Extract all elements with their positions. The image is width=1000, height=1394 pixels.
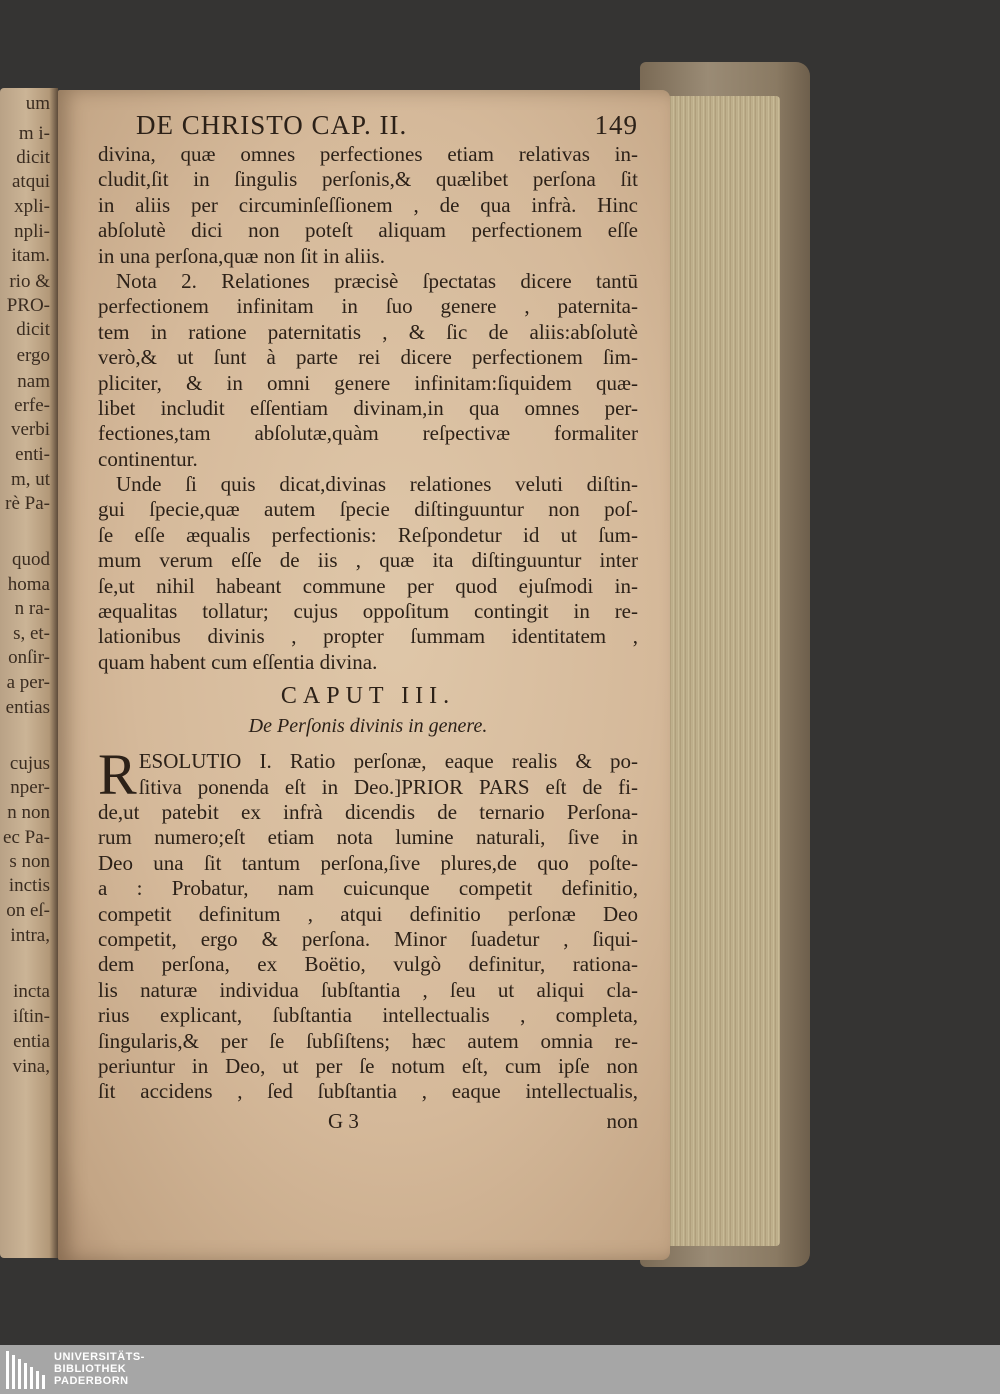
left-page-fragment: nper- [10, 777, 50, 798]
page-fore-edge [662, 96, 780, 1246]
catchword: non [606, 1108, 638, 1133]
text-line: æqualitas tollatur; cujus oppoſitum contingit in re- [98, 599, 638, 624]
text-line: Nota 2. Relationes præcisè ſpectatas dicere tantū [116, 268, 638, 293]
text-line: gui ſpecie,quæ autem ſpecie diſtinguuntur non poſ- [98, 497, 638, 522]
chapter-subtitle: De Perſonis divinis in genere. [248, 715, 488, 738]
left-page-fragment: n ra- [14, 598, 50, 619]
text-line: Unde ſi quis dicat,divinas relationes veluti diſtin- [116, 472, 638, 497]
library-name [54, 1351, 145, 1387]
text-line: dem perſona, ex Boëtio, vulgò definitur, rationa- [98, 952, 638, 977]
text-line: ſingularis,& per ſe ſubſiſtens; hæc autem omnia re- [98, 1028, 638, 1053]
page-number: 149 [594, 110, 638, 140]
left-page-fragment: ergo [16, 345, 50, 366]
text-line: in aliis per circuminſeſſionem , de qua infrà. Hinc [98, 192, 638, 217]
left-page-fragment: nam [17, 371, 50, 392]
text-line: continentur. [98, 446, 198, 471]
running-head: DE CHRISTO CAP. II. [136, 110, 408, 140]
left-page-fragment: m i- [18, 123, 50, 144]
book-page [58, 90, 670, 1260]
paragraph-3 [98, 472, 638, 675]
text-line: divina, quæ omnes perfectiones etiam relativas in- [98, 142, 638, 166]
text-line: mum verum eſſe de iis , quæ ita diſtinguuntur inter [98, 548, 638, 573]
text-line: Deo una ſit tantum perſona,ſive plures,de quo poſte- [98, 850, 638, 875]
left-page-fragment: entias [5, 697, 50, 718]
left-page-fragment: iſtin- [13, 1006, 50, 1027]
left-page-fragment: s non [9, 851, 50, 872]
text-line: a : Probatur, nam cuicunque competit definitio, [98, 876, 638, 901]
left-page-fragment: itam. [11, 245, 50, 266]
library-name-line: PADERBORN [54, 1375, 129, 1387]
left-page-fragment: onſir- [8, 647, 50, 668]
left-page-fragment: ec Pa- [3, 827, 50, 848]
paragraph-4 [98, 742, 638, 1104]
text-line: periuntur in Deo, ut per ſe notum eſt, cum ipſe non [98, 1053, 638, 1078]
text-line: abſolutè dici non poteſt aliquam perfectionem eſſe [98, 218, 638, 243]
left-page-fragment: rio & [9, 271, 50, 292]
left-page-fragment: dicit [16, 319, 50, 340]
left-page-fragment: xpli- [14, 196, 50, 217]
left-page-fragment: verbi [10, 419, 50, 440]
text-line: competit definitum , atqui definitio perſonæ Deo [98, 901, 638, 926]
text-line: in una perſona,quæ non ſit in aliis. [98, 243, 385, 268]
left-page-fragment: inctis [8, 875, 50, 896]
page-text [98, 110, 638, 1134]
signature-mark: G 3 [328, 1108, 359, 1133]
text-line: de,ut patebit ex infrà dicendis de ternario Perſona- [98, 799, 638, 824]
left-page-fragment: quod [12, 549, 50, 570]
text-line: ſe eſſe æqualis perfectionis: Reſpondetur id ut ſum- [98, 522, 638, 547]
drop-cap: R [98, 742, 137, 808]
text-line: pliciter, & in omni genere infinitam:ſiquidem quæ- [98, 370, 638, 395]
left-page-fragment: cujus [9, 753, 50, 774]
left-page-fragment: m, ut [10, 469, 50, 490]
left-facing-page [0, 88, 58, 1258]
page-header [98, 110, 638, 142]
text-line: perfectionem infinitam in ſuo genere , paternita- [98, 294, 638, 319]
text-line: quam habent cum eſſentia divina. [98, 649, 378, 674]
text-line: lis naturæ individua ſubſtantia , ſeu ut aliqui cla- [98, 977, 638, 1002]
left-page-fragment: enti- [15, 444, 50, 465]
left-page-fragment: incta [13, 981, 50, 1002]
text-line: ſe,ut nihil habeant commune per quod ejuſmodi in- [98, 573, 638, 598]
text-line: ſit accidens , ſed ſubſtantia , eaque intellectualis, [98, 1079, 638, 1104]
left-page-fragment: dicit [16, 147, 50, 168]
text-line: libet includit eſſentiam divinam,in qua omnes per- [98, 395, 638, 420]
library-logo-icon [6, 1351, 48, 1389]
left-page-fragment: n non [7, 802, 50, 823]
left-page-fragment: on eſ- [6, 900, 50, 921]
page-footer [98, 1109, 638, 1134]
text-line: competit, ergo & perſona. Minor ſuadetur , ſiqui- [98, 926, 638, 951]
left-page-fragment: vina, [12, 1056, 50, 1077]
text-line: fectiones,tam abſolutæ,quàm reſpectivæ formaliter [98, 421, 638, 446]
chapter-heading: CAPUT III. [280, 683, 456, 710]
library-name-line: BIBLIOTHEK [54, 1363, 127, 1375]
left-page-fragment: erfe- [14, 395, 50, 416]
left-page-fragment: s, et- [13, 623, 50, 644]
library-footer-bar [0, 1345, 1000, 1394]
left-page-fragment: a per- [6, 672, 50, 693]
paragraph-1 [98, 142, 638, 269]
left-page-fragment: um [25, 93, 50, 114]
paragraph-2 [98, 269, 638, 472]
text-line: rius explicant, ſubſtantia intellectualis , completa, [98, 1003, 638, 1028]
left-page-fragment: entia [13, 1031, 50, 1052]
text-line: cludit,ſit in ſingulis perſonis,& quælibet perſona ſit [98, 167, 638, 192]
text-line: verò,& ut ſunt à parte rei dicere perfectionem ſim- [98, 345, 638, 370]
left-page-fragment: homa [7, 574, 50, 595]
text-line: ſitiva ponenda eſt in Deo.]PRIOR PARS eſt de fi- [138, 774, 638, 799]
left-page-fragment: intra, [10, 925, 50, 946]
left-page-fragment: rè Pa- [5, 493, 50, 514]
left-page-fragment: atqui [12, 171, 50, 192]
text-line: tem in ratione paternitatis , & ſic de aliis:abſolutè [98, 319, 638, 344]
left-page-fragment: npli- [14, 221, 50, 242]
text-line: rum numero;eſt etiam nota lumine naturali, ſive in [98, 825, 638, 850]
left-page-fragment: PRO- [6, 295, 50, 316]
text-line: lationibus divinis , propter ſummam identitatem , [98, 624, 638, 649]
text-line: ESOLUTIO I. Ratio perſonæ, eaque realis & po- [138, 749, 638, 774]
library-name-line: UNIVERSITÄTS- [54, 1351, 145, 1363]
